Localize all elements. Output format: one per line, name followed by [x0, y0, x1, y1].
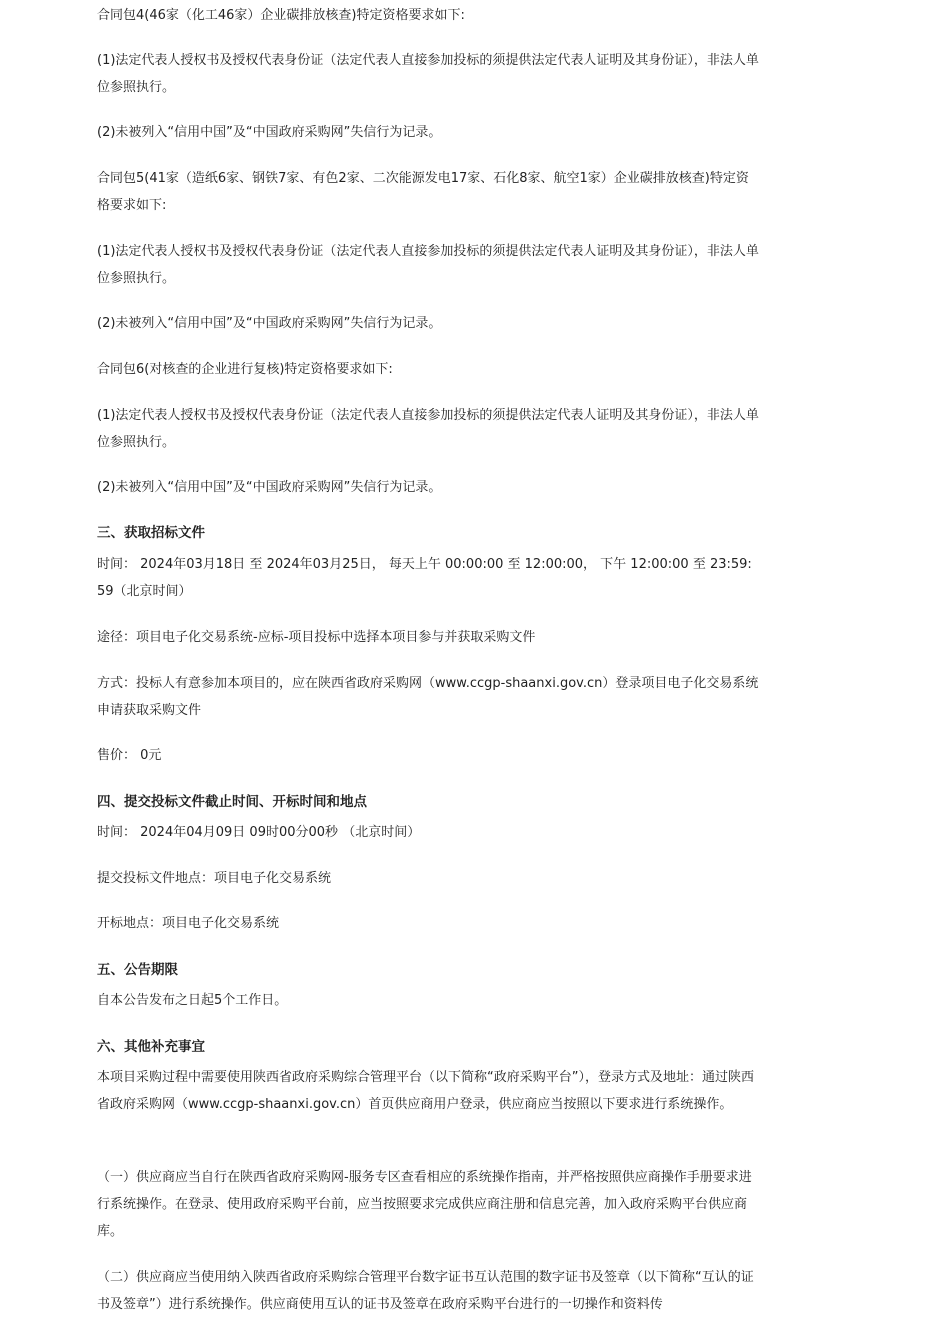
section-heading-announcement-period: 五、公告期限 [97, 962, 178, 978]
obtain-channel: 途径：项目电子化交易系统-应标-项目投标中选择本项目参与并获取采购文件 [97, 630, 536, 645]
obtain-method: 方式：投标人有意参加本项目的，应在陕西省政府采购网（www.ccgp-shaanxi.gov.cn）登录项目电子化交易系统申请获取采购文件 [97, 676, 759, 718]
package4-requirement-2: (2)未被列入“信用中国”及“中国政府采购网”失信行为记录。 [97, 125, 442, 140]
section-heading-obtain-documents: 三、获取招标文件 [97, 525, 205, 541]
submission-location: 提交投标文件地点：项目电子化交易系统 [97, 871, 332, 886]
package5-requirement-2: (2)未被列入“信用中国”及“中国政府采购网”失信行为记录。 [97, 316, 442, 331]
other-matters-item-1: （一）供应商应当自行在陕西省政府采购网-服务专区查看相应的系统操作指南，并严格按照供应商操作手册要求进行系统操作。在登录、使用政府采购平台前，应当按照要求完成供应商注册和信息完善，加入政府采购平台供应商库。 [97, 1170, 752, 1239]
package6-requirements-title: 合同包6(对核查的企业进行复核)特定资格要求如下: [97, 362, 393, 377]
document-price: 售价： 0元 [97, 748, 162, 763]
obtain-time: 时间： 2024年03月18日 至 2024年03月25日， 每天上午 00:00:00 至 12:00:00， 下午 12:00:00 至 23:59:59（北京时间） [97, 557, 752, 599]
package5-requirement-1: (1)法定代表人授权书及授权代表身份证（法定代表人直接参加投标的须提供法定代表人证明及其身份证），非法人单位参照执行。 [97, 244, 759, 286]
package4-requirements-title: 合同包4(46家（化工46家）企业碳排放核查)特定资格要求如下: [97, 8, 465, 23]
opening-location: 开标地点：项目电子化交易系统 [97, 916, 280, 931]
package5-requirements-title: 合同包5(41家（造纸6家、钢铁7家、有色2家、二次能源发电17家、石化8家、航空1家）企业碳排放核查)特定资格要求如下: [97, 171, 749, 213]
section-heading-deadline: 四、提交投标文件截止时间、开标时间和地点 [97, 794, 367, 810]
package6-requirement-2: (2)未被列入“信用中国”及“中国政府采购网”失信行为记录。 [97, 480, 442, 495]
deadline-time: 时间： 2024年04月09日 09时00分00秒 （北京时间） [97, 825, 421, 840]
section-heading-other-matters: 六、其他补充事宜 [97, 1039, 205, 1055]
announcement-period: 自本公告发布之日起5个工作日。 [97, 993, 288, 1008]
package4-requirement-1: (1)法定代表人授权书及授权代表身份证（法定代表人直接参加投标的须提供法定代表人证明及其身份证），非法人单位参照执行。 [97, 53, 759, 95]
other-matters-intro: 本项目采购过程中需要使用陕西省政府采购综合管理平台（以下简称“政府采购平台”），登录方式及地址：通过陕西省政府采购网（www.ccgp-shaanxi.gov.cn）首页供应商用户登录，供应商应当按照以下要求进行系统操作。 [97, 1070, 754, 1112]
package6-requirement-1: (1)法定代表人授权书及授权代表身份证（法定代表人直接参加投标的须提供法定代表人证明及其身份证），非法人单位参照执行。 [97, 408, 759, 450]
other-matters-item-2: （二）供应商应当使用纳入陕西省政府采购综合管理平台数字证书互认范围的数字证书及签章（以下简称“互认的证书及签章”）进行系统操作。供应商使用互认的证书及签章在政府采购平台进行的一切操作和资料传 [97, 1270, 754, 1312]
